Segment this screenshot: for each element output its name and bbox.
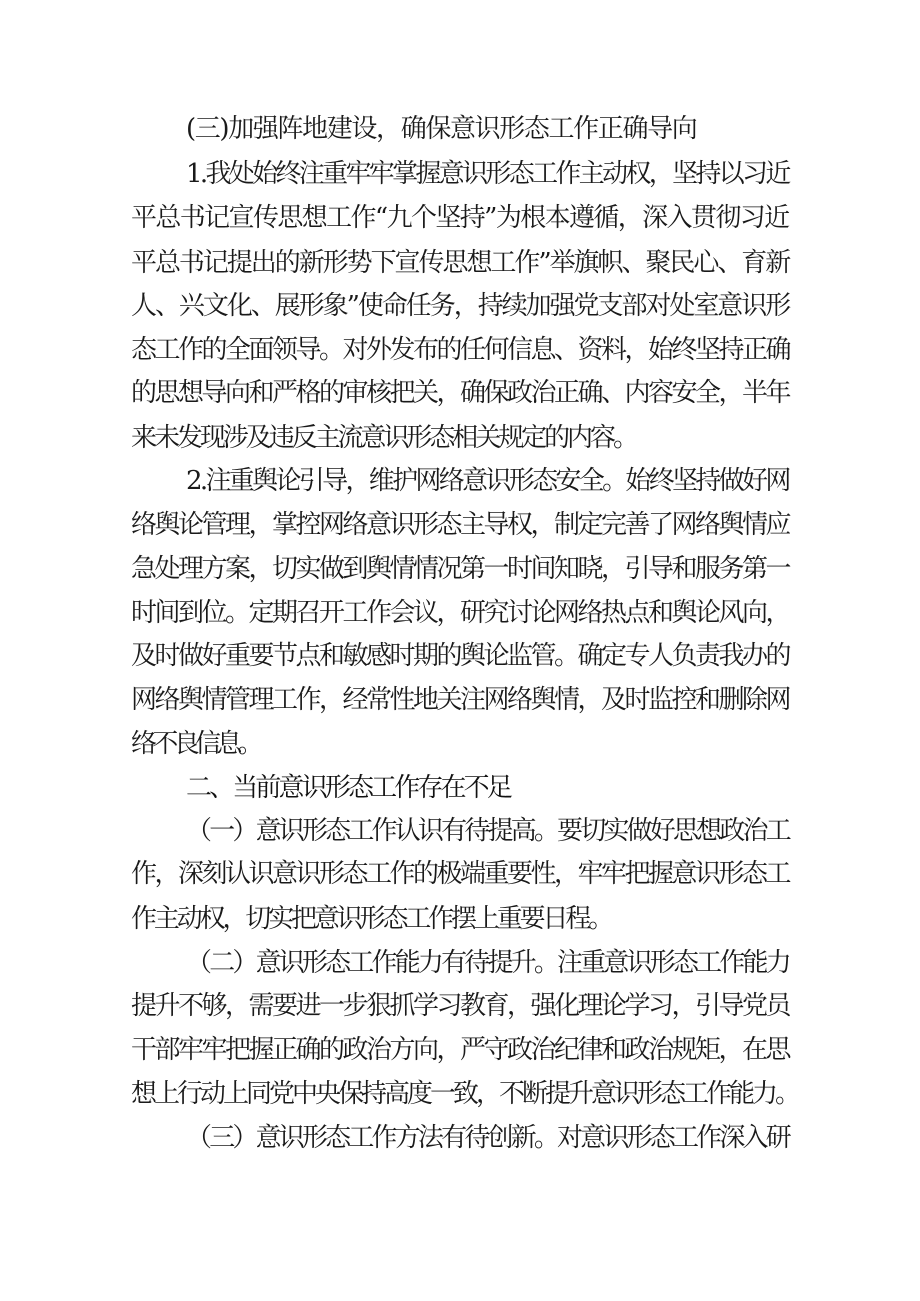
text-line-21: 提升不够，需要进一步狠抓学习教育，强化理论学习，引导党员 — [131, 991, 790, 1021]
text-line-10: 络舆论管理，掌控网络意识形态主导权，制定完善了网络舆情应 — [131, 510, 790, 540]
text-line-06: 态工作的全面领导。对外发布的任何信息、资料，始终坚持正确 — [131, 335, 790, 365]
section-heading: 二、当前意识形态工作存在不足 — [186, 773, 510, 803]
text-line-20: （二）意识形态工作能力有待提升。注重意识形态工作能力 — [186, 948, 789, 978]
text-line-18: 作，深刻认识意识形态工作的极端重要性，牢牢把握意识形态工 — [131, 859, 790, 889]
text-line-23: 想上行动上同党中央保持高度一致，不断提升意识形态工作能力。 — [131, 1079, 799, 1109]
text-line-04: 平总书记提出的新形势下宣传思想工作”举旗帜、聚民心、育新 — [131, 248, 790, 278]
text-line-19: 作主动权，切实把意识形态工作摆上重要日程。 — [131, 904, 612, 934]
text-line-01: (三)加强阵地建设，确保意识形态工作正确导向 — [186, 114, 697, 144]
text-line-11: 急处理方案，切实做到舆情情况第一时间知晓，引导和服务第一 — [131, 554, 790, 584]
text-line-12: 时间到位。定期召开工作会议，研究讨论网络热点和舆论风向， — [131, 598, 790, 628]
text-line-07: 的思想导向和严格的审核把关，确保政治正确、内容安全，半年 — [131, 378, 790, 408]
text-line-02: 1.我处始终注重牢牢掌握意识形态工作主动权，坚持以习近 — [186, 159, 789, 189]
text-line-13: 及时做好重要节点和敏感时期的舆论监管。确定专人负责我办的 — [131, 641, 790, 671]
text-line-03: 平总书记宣传思想工作“九个坚持”为根本遵循，深入贯彻习近 — [131, 203, 789, 233]
text-line-05: 人、兴文化、展形象”使命任务，持续加强党支部对处室意识形 — [131, 291, 790, 321]
text-line-14: 网络舆情管理工作，经常性地关注网络舆情，及时监控和删除网 — [131, 685, 790, 715]
text-line-08: 来未发现涉及违反主流意识形态相关规定的内容。 — [131, 423, 636, 453]
text-line-09: 2.注重舆论引导，维护网络意识形态安全。始终坚持做好网 — [186, 466, 789, 496]
text-line-15: 络不良信息。 — [131, 729, 259, 759]
text-line-22: 干部牢牢把握正确的政治方向，严守政治纪律和政治规矩，在思 — [131, 1035, 790, 1065]
text-line-17: （一）意识形态工作认识有待提高。要切实做好思想政治工 — [186, 816, 789, 846]
text-line-24: （三）意识形态工作方法有待创新。对意识形态工作深入研 — [186, 1123, 789, 1153]
